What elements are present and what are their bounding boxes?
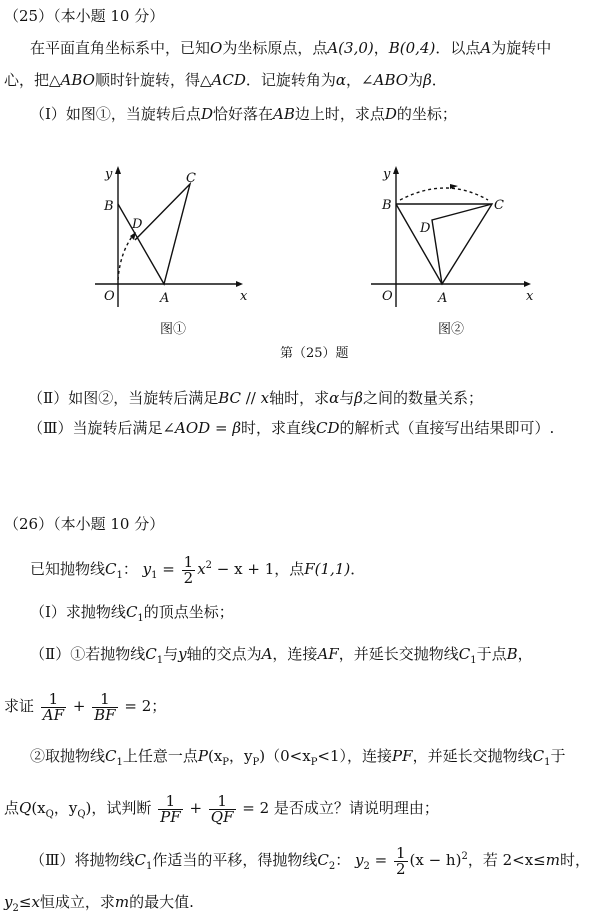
q26-prove: 求证 $\frac{1}{AF}$ + $\frac{1}{BF}$ = 2； xyxy=(4,689,167,724)
fig2-label-A: A xyxy=(438,291,448,306)
q26-part3-line2: $y_2\le x$恒成立，求m的最大值. xyxy=(4,893,194,914)
frac-1-AF: $\frac{1}{AF}$ xyxy=(42,689,65,724)
q25-part1: （Ⅰ）如图①，当旋转后点D恰好落在AB边上时，求点D的坐标； xyxy=(30,105,457,123)
fig2-label-O: O xyxy=(382,289,393,304)
fig2-caption: 图② xyxy=(438,322,465,337)
fig2-label-x: x xyxy=(526,289,534,304)
fig2-label-y: y xyxy=(383,167,391,182)
fig2-label-C: C xyxy=(494,198,504,213)
fig1-label-O: O xyxy=(104,289,115,304)
figure-2 xyxy=(366,162,536,322)
fig2-triangle-ACB xyxy=(396,204,492,284)
fig1-triangle xyxy=(118,184,190,284)
q25-stem-line1: 在平面直角坐标系中，已知O为坐标原点，点A(3,0)，B(0,4)．以点A为旋转中 xyxy=(30,39,552,57)
frac-1-BF: $\frac{1}{BF}$ xyxy=(94,689,116,724)
frac-one-half-2: $\frac{1}{2}$ xyxy=(395,843,406,878)
q25-stem-line2: 心，把△ABO顺时针旋转，得△ACD．记旋转角为α，∠ABO为β． xyxy=(4,71,447,89)
fig1-label-A: A xyxy=(160,291,170,306)
q26-given: 已知抛物线$C_1$： $y_1$ = $\frac{1}{2}$ $x^2 - x + 1$，点F(1,1)． xyxy=(30,552,366,587)
q26-part2-2: ②取抛物线$C_1$上任意一点$P(x_P$，$y_P)(0<x_P<1)$，连接PF，并延长交抛物线$C_1$于 xyxy=(30,747,566,768)
q26-judge: 点$Q(x_Q$，$y_Q$)，试判断 $\frac{1}{PF}$ + $\frac{1}{QF}$ = 2 是否成立？请说明理由； xyxy=(4,791,439,826)
fig2-label-B: B xyxy=(382,198,392,213)
fig1-label-D: D xyxy=(132,217,143,232)
frac-one-half: $\frac{1}{2}$ xyxy=(183,552,194,587)
q26-part3: （Ⅲ）将抛物线$C_1$作适当的平移，得抛物线$C_2$： $y_2$ = $\frac{1}{2}$ $(x - h)^2$，若 2<x≤m时， xyxy=(30,843,590,878)
frac-1-QF: $\frac{1}{QF}$ xyxy=(210,791,234,826)
figure-1 xyxy=(90,162,250,322)
q26-header: （26）（本小题 10 分） xyxy=(4,515,165,533)
q25-header: （25）（本小题 10 分） xyxy=(4,7,165,25)
fig1-label-C: C xyxy=(186,171,196,186)
q25-part2: （Ⅱ）如图②，当旋转后满足BC // x轴时，求α与β之间的数量关系； xyxy=(28,389,483,407)
fig1-label-x: x xyxy=(240,289,248,304)
figure-caption: 第（25）题 xyxy=(280,346,349,361)
fig2-arc xyxy=(400,188,488,200)
frac-1-PF: $\frac{1}{PF}$ xyxy=(160,791,181,826)
q26-part2: （Ⅱ）①若抛物线$C_1$与y轴的交点为A，连接AF，并延长交抛物线$C_1$于点B， xyxy=(30,645,533,666)
q26-part1: （Ⅰ）求抛物线$C_1$的顶点坐标； xyxy=(30,603,234,624)
q25-part3: （Ⅲ）当旋转后满足∠AOD = β时，求直线CD的解析式（直接写出结果即可）. xyxy=(28,419,555,437)
fig1-label-B: B xyxy=(104,199,114,214)
fig1-caption: 图① xyxy=(160,322,187,337)
fig1-label-y: y xyxy=(105,167,113,182)
fig2-triangle-ACD xyxy=(432,204,492,284)
fig1-arc xyxy=(118,234,134,280)
fig2-label-D: D xyxy=(420,221,431,236)
